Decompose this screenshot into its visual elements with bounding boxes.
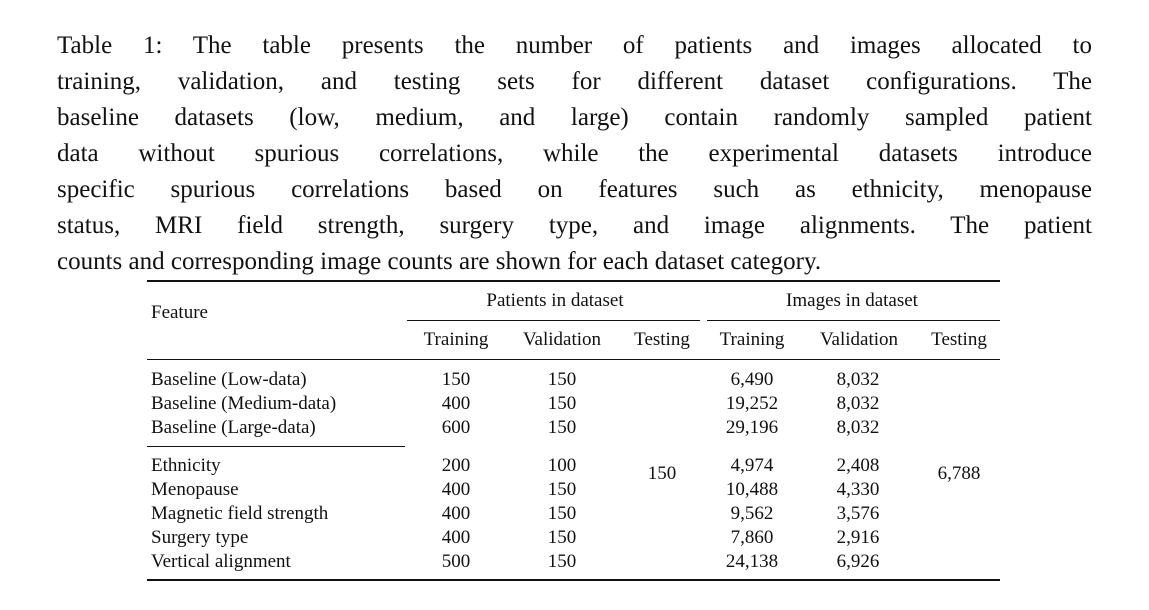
table-caption [57,28,1092,280]
value-cell-p-train: 200 [441,455,471,476]
feature-cell: Menopause [151,479,239,500]
value-cell-p-train: 400 [441,393,471,414]
value-cell-p-val: 150 [547,393,577,414]
feature-cell: Baseline (Low-data) [151,369,307,390]
feature-header: Feature [151,302,208,323]
shared-images-testing: 6,788 [937,463,981,484]
value-cell-p-train: 600 [441,417,471,438]
patients-group-header: Patients in dataset [486,290,624,311]
feature-cell: Vertical alignment [151,551,291,572]
value-cell-i-val: 2,916 [836,527,880,548]
value-cell-i-val: 8,032 [836,369,880,390]
value-cell-p-val: 150 [547,479,577,500]
value-cell-p-val: 150 [547,417,577,438]
caption-line: status, MRI field strength, surgery type, and image alignments. The patient [57,212,1092,239]
feature-cell: Magnetic field strength [151,503,329,524]
value-cell-i-val: 8,032 [836,393,880,414]
sub-header: Validation [819,329,899,350]
caption-line: Table 1: The table presents the number of patients and images allocated to [57,32,1092,59]
value-cell-p-val: 150 [547,527,577,548]
value-cell-p-train: 400 [441,503,471,524]
value-cell-p-train: 400 [441,479,471,500]
value-cell-p-val: 100 [547,455,577,476]
value-cell-p-train: 400 [441,527,471,548]
value-cell-i-val: 4,330 [836,479,880,500]
sub-header: Testing [931,329,987,350]
value-cell-i-val: 8,032 [836,417,880,438]
shared-patients-testing: 150 [647,463,677,484]
value-cell-i-train: 6,490 [730,369,774,390]
value-cell-i-train: 4,974 [730,455,774,476]
value-cell-i-train: 29,196 [725,417,779,438]
value-cell-i-val: 6,926 [836,551,880,572]
value-cell-i-train: 9,562 [730,503,774,524]
caption-line: specific spurious correlations based on features such as ethnicity, menopause [57,176,1092,203]
value-cell-p-val: 150 [547,369,577,390]
value-cell-i-val: 3,576 [836,503,880,524]
value-cell-p-val: 150 [547,503,577,524]
images-group-header: Images in dataset [786,290,918,311]
feature-cell: Baseline (Medium-data) [151,393,337,414]
top-rule [147,280,1000,282]
caption-line: counts and corresponding image counts are shown for each dataset category. [57,248,822,275]
feature-cell: Ethnicity [151,455,221,476]
value-cell-i-train: 24,138 [725,551,779,572]
value-cell-i-val: 2,408 [836,455,880,476]
header-rule [147,359,1000,360]
sub-header: Training [423,329,489,350]
value-cell-p-train: 500 [441,551,471,572]
baseline-rule [147,446,405,447]
caption-line: training, validation, and testing sets for different dataset configurations. The [57,68,1092,95]
caption-line: baseline datasets (low, medium, and large) contain randomly sampled patient [57,104,1092,131]
images-cmidrule [707,320,1000,321]
sub-header: Testing [634,329,690,350]
sub-header: Training [719,329,785,350]
caption-line: data without spurious correlations, while the experimental datasets introduce [57,140,1092,167]
bottom-rule [147,579,1000,581]
patients-cmidrule [407,320,700,321]
value-cell-p-val: 150 [547,551,577,572]
feature-cell: Baseline (Large-data) [151,417,316,438]
value-cell-p-train: 150 [441,369,471,390]
value-cell-i-train: 7,860 [730,527,774,548]
value-cell-i-train: 10,488 [725,479,779,500]
sub-header: Validation [522,329,602,350]
value-cell-i-train: 19,252 [725,393,779,414]
feature-cell: Surgery type [151,527,249,548]
